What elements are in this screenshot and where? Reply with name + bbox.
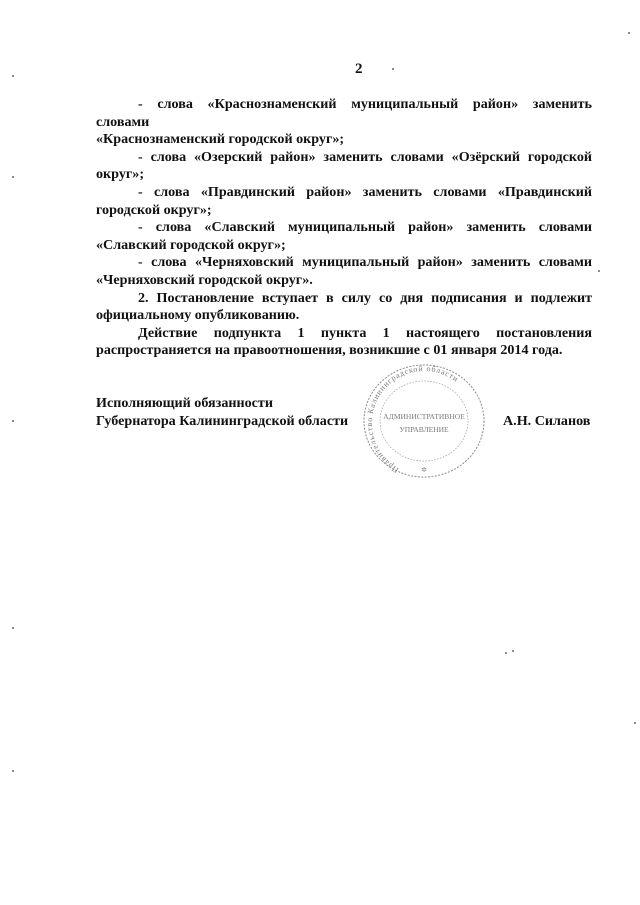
- document-body: [96, 96, 592, 360]
- scan-speck: [598, 270, 600, 272]
- seal-star-icon: ✲: [421, 466, 427, 474]
- list-item-line: - слова «Краснознаменский муниципальный район» заменить словами: [96, 96, 592, 130]
- scan-speck: [512, 650, 514, 652]
- scan-speck: [12, 176, 14, 178]
- list-item-line: городской округ»;: [96, 201, 212, 218]
- scan-speck: [12, 75, 14, 77]
- list-item-line: «Черняховский городской округ».: [96, 271, 313, 288]
- scan-speck: [392, 68, 394, 70]
- signatory-position-line: Губернатора Калининградской области: [96, 412, 349, 429]
- paragraph-line: распространяется на правоотношения, возникшие с 01 января 2014 года.: [96, 342, 563, 359]
- paragraph-line: Действие подпункта 1 пункта 1 настоящего постановления: [138, 324, 592, 341]
- official-seal: [355, 358, 493, 480]
- scan-speck: [12, 420, 14, 422]
- paragraph-line: 2. Постановление вступает в силу со дня подписания и подлежит: [138, 289, 592, 306]
- page-number: 2: [355, 61, 363, 77]
- scan-speck: [505, 652, 507, 654]
- list-item-line: - слова «Черняховский муниципальный район» заменить словами: [138, 254, 592, 271]
- list-item-line: - слова «Озерский район» заменить словами «Озёрский городской: [138, 148, 592, 165]
- list-item-line: «Краснознаменский городской округ»;: [96, 131, 345, 148]
- seal-center-line: УПРАВЛЕНИЕ: [399, 425, 449, 434]
- paragraph-line: официальному опубликованию.: [96, 307, 300, 324]
- list-item-line: - слова «Правдинский район» заменить словами «Правдинский: [138, 183, 592, 200]
- list-item-line: округ»;: [96, 166, 145, 183]
- scan-speck: [628, 32, 630, 34]
- signatory-name: А.Н. Силанов: [503, 413, 591, 429]
- list-item-line: «Славский городской округ»;: [96, 236, 286, 253]
- scan-speck: [634, 722, 636, 724]
- scan-speck: [12, 770, 14, 772]
- scan-speck: [12, 627, 14, 629]
- signatory-position-line: Исполняющий обязанности: [96, 395, 273, 411]
- seal-ring-text: Правительство Калининградской области: [364, 363, 461, 475]
- list-item-line: - слова «Славский муниципальный район» заменить словами: [138, 219, 592, 236]
- seal-center-line: АДМИНИСТРАТИВНОЕ: [383, 412, 465, 421]
- signatory-position: [96, 395, 348, 430]
